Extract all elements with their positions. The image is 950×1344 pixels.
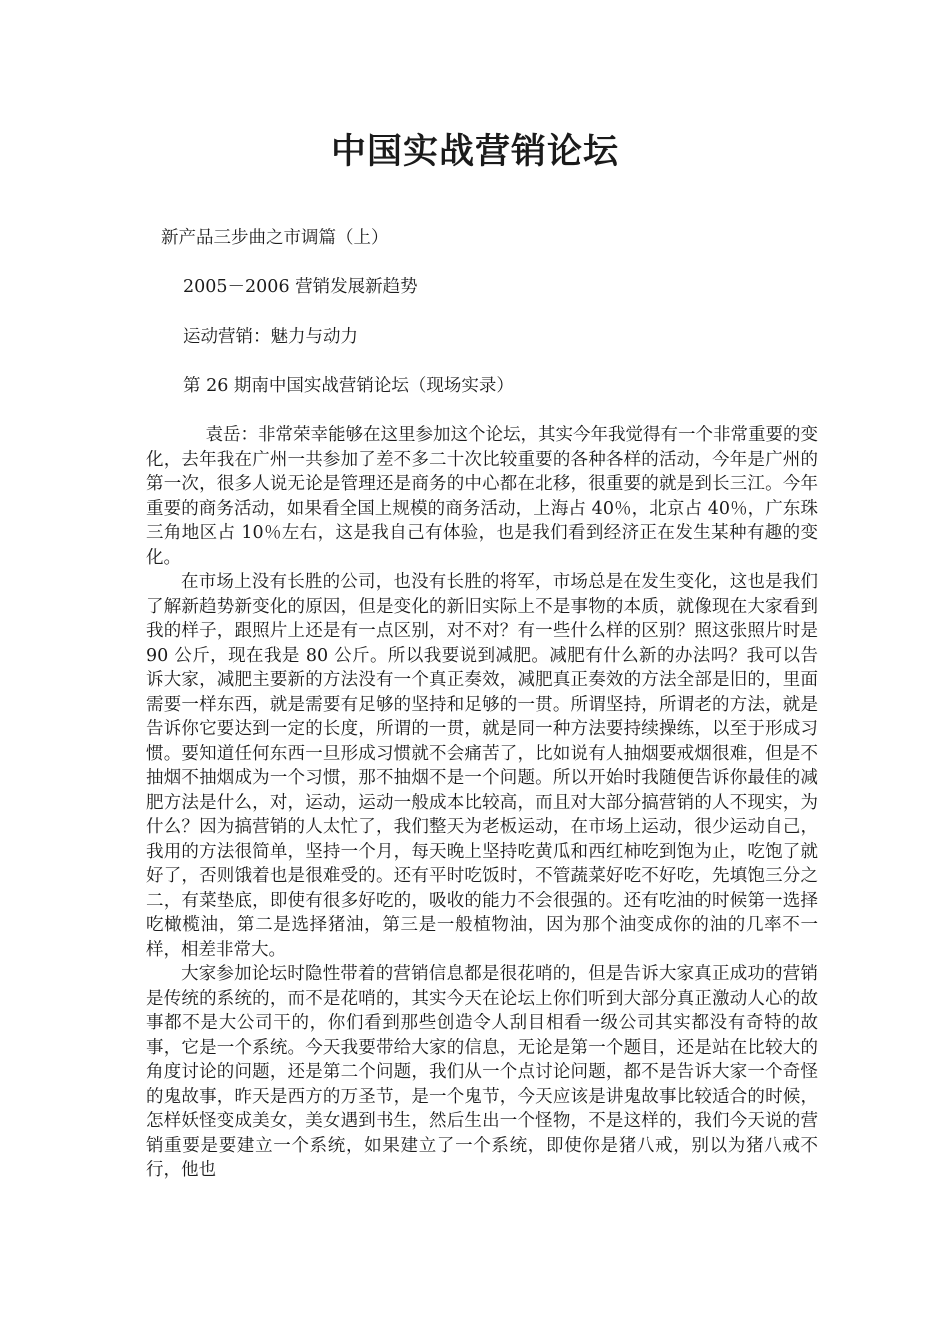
paragraph-3: 大家参加论坛时隐性带着的营销信息都是很花哨的，但是告诉大家真正成功的营销是传统的系统的，而不是花哨的，其实今天在论坛上你们听到大部分真正激动人心的故事都不是大公司干的，你们看到那些创造令人刮目相看一级公司其实都没有奇特的故事，它是一个系统。今天我要带给大家的信息，无论是第一个题目，还是站在比较大的角度讨论的问题，还是第二个问题，我们从一个点讨论问题，都不是告诉大家一个奇怪的鬼故事，昨天是西方的万圣节，是一个鬼节，今天应该是讲鬼故事比较适合的时候，怎样妖怪变成美女，美女遇到书生，然后生出一个怪物，不是这样的，我们今天说的营销重要是要建立一个系统，如果建立了一个系统，即使你是猪八戒，别以为猪八戒不行，他也	[146, 964, 818, 1180]
paragraph-1: 袁岳：非常荣幸能够在这里参加这个论坛，其实今年我觉得有一个非常重要的变化，去年我在广州一共参加了差不多二十次比较重要的各种各样的活动，今年是广州的第一次，很多人说无论是管理还是商务的中心都在北移，很重要的就是到长三江。今年重要的商务活动，如果看全国上规模的商务活动，上海占 40％，北京占 40％，广东珠三角地区占 10％左右，这是我自己有体验，也是我们看到经济正在发生某种有趣的变化。	[146, 425, 818, 568]
article-body	[146, 423, 818, 1183]
heading-market-research: 新产品三步曲之市调篇（上）	[161, 228, 389, 248]
page-title: 中国实战营销论坛	[330, 131, 619, 172]
heading-marketing-trends: 2005－2006 营销发展新趋势	[183, 277, 418, 297]
heading-forum-record: 第 26 期南中国实战营销论坛（现场实录）	[183, 376, 514, 396]
paragraph-2: 在市场上没有长胜的公司，也没有长胜的将军，市场总是在发生变化，这也是我们了解新趋势新变化的原因，但是变化的新旧实际上不是事物的本质，就像现在大家看到我的样子，跟照片上还是有一点区别，对不对？有一些什么样的区别？照这张照片时是 90 公斤，现在我是 80 公斤。所以我要说到减肥。减肥有什么新的办法吗？我可以告诉大家，减肥主要新的方法没有一个真正奏效，减肥真正奏效的方法全部是旧的，里面需要一样东西，就是需要有足够的坚持和足够的一贯。所谓坚持，所谓老的方法，就是告诉你它要达到一定的长度，所谓的一贯，就是同一种方法要持续操练，以至于形成习惯。要知道任何东西一旦形成习惯就不会痛苦了，比如说有人抽烟要戒烟很难，但是不抽烟不抽烟成为一个习惯，那不抽烟不是一个问题。所以开始时我随便告诉你最佳的减肥方法是什么，对，运动，运动一般成本比较高，而且对大部分搞营销的人不现实，为什么？因为搞营销的人太忙了，我们整天为老板运动，在市场上运动，很少运动自己，我用的方法很简单，坚持一个月，每天晚上坚持吃黄瓜和西红柿吃到饱为止，吃饱了就好了，否则饿着也是很难受的。还有平时吃饭时，不管蔬菜好吃不好吃，先填饱三分之二，有菜垫底，即使有很多好吃的，吸收的能力不会很强的。还有吃油的时候第一选择吃橄榄油，第二是选择猪油，第三是一般植物油，因为那个油变成你的油的几率不一样，相差非常大。	[146, 572, 818, 960]
heading-sports-marketing: 运动营销：魅力与动力	[183, 327, 358, 347]
